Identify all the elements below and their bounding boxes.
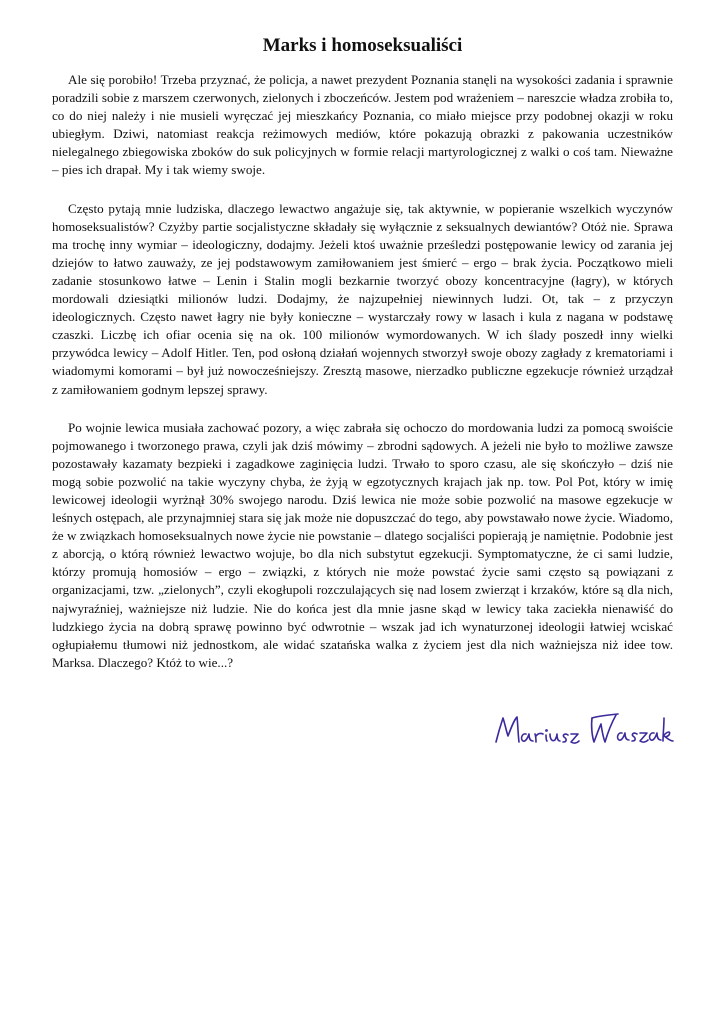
paragraph-3: Po wojnie lewica musiała zachować pozory, a więc zabrała się ochoczo do mordowania ludzi za pomocą swoiście pojmowanego i tworzonego prawa, czyli jak dziś mówimy – zbrodni sądowych. A jeżeli nie było to możliwe zawsze pozostawały kazamaty bezpieki i zagadkowe zaginięcia ludzi. Trwało to sporo czasu, ale się skończyło – dziś nie mogą sobie pozwolić na takie wyczyny chyba, że żyją w egzotycznych krajach jak np. tow. Pol Pot, który w imię lewicowej ideologii wyrżnął 30% swojego narodu. Dziś lewica nie może sobie pozwolić na masowe egzekucje w leśnych ostępach, ale przynajmniej stara się jak może nie dopuszczać do tego, aby powstawało nowe życie. Wiadomo, że w związkach homoseksualnych nowe życie nie powstanie – dlatego socjaliści popierają je namiętnie. Podobnie jest z aborcją, o którą również lewactwo wojuje, bo dla nich substytut egzekucji. Symptomatyczne, że ci sami ludzie, którzy promują homosiów – ergo – związki, z których nie może powstać życie sami często są powiązani z organizacjami, tzw. „zielonych”, czyli ekogłupoli rozczulających się nad losem zwierząt i krzaków, które są dla nich, najwyraźniej, ważniejsze niż ludzie. Nie do końca jest dla mnie jasne skąd w lewicy taka zaciekła nienawiść do ludzkiego życia na dobrą sprawę powinno być odwrotnie – wszak jad ich wynaturzonej ideologii łatwiej wciskać ogłupiałemu tłumowi niż jednostkom, ale widać szatańska walka z życiem jest dla nich ważniejsza niż idee tow. Marksa. Dlaczego? Któż to wie...? [52, 419, 673, 670]
handwritten-signature [488, 706, 678, 756]
signature-drawing [488, 706, 678, 756]
paragraph-2: Często pytają mnie ludziska, dlaczego lewactwo angażuje się, tak aktywnie, w popieranie wszelkich wyczynów homoseksualistów? Czyżby partie socjalistyczne składały się wyłącznie z seksualnych dewiantów? Otóż nie. Sprawa ma trochę inny wymiar – ideologiczny, dodajmy. Jeżeli ktoś uważnie prześledzi postępowanie lewicy od zarania jej dziejów to łatwo zauważy, ze jej podstawowym zamiłowaniem jest śmierć – ergo – brak życia. Początkowo mieli zadanie stosunkowo łatwe – Lenin i Stalin mogli bezkarnie tworzyć obozy koncentracyjne (łagry), w których mordowali dziesiątki milionów ludzi. Dodajmy, że najzupełniej niewinnych ludzi. Ot, tak – z przyczyn ideologicznych. Często nawet łagry nie były konieczne – wystarczały rowy w lasach i kula z nagana w podstawę czaszki. Liczbę ich ofiar ocenia się na ok. 100 milionów wymordowanych. W ich ślady poszedł inny wielki przywódca lewicy – Adolf Hitler. Ten, pod osłoną działań wojennych stworzył swoje obozy zagłady z krematoriami i wiadomymi komorami – był już nowocześniejszy. Zresztą masowe, nierzadko publiczne egzekucje również urządzał z zamiłowaniem godnym lepszej sprawy. [52, 200, 673, 397]
page-title: Marks i homoseksualiści [262, 35, 463, 56]
paragraph-1: Ale się porobiło! Trzeba przyznać, że policja, a nawet prezydent Poznania stanęli na wysokości zadania i sprawnie poradzili sobie z marszem czerwonych, zielonych i zboczeńców. Jestem pod wrażeniem – nareszcie władza zrobiła to, co do niej należy i nie musieli wyręczać jej mieszkańcy Poznania, co miało miejsce przy podobnej okazji w roku ubiegłym. Dziwi, natomiast reakcja reżimowych mediów, które pokazują obrazki z pakowania uczestników nielegalnego zbiegowiska zboków do suk policyjnych w formie relacji martyrologicznej z walki o coś tam. Nieważne – pies ich drapał. My i tak wiemy swoje. [52, 72, 673, 178]
